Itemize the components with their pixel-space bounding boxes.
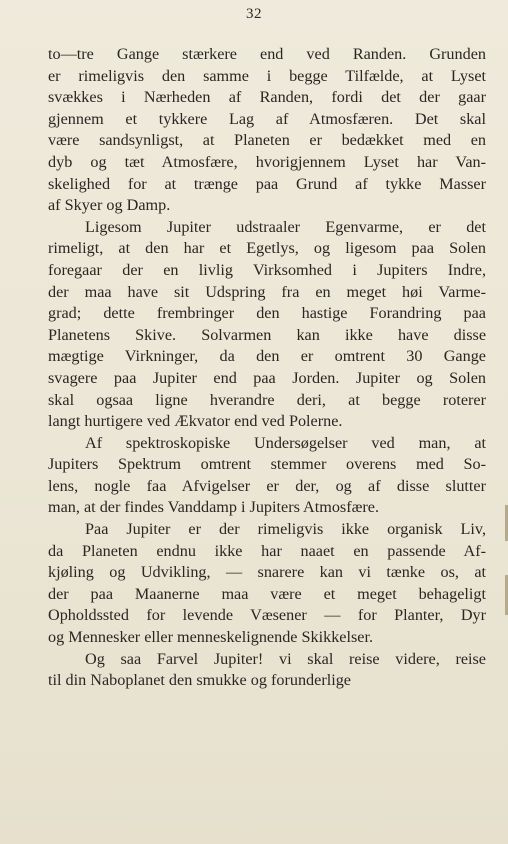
text-line: man, at der findes Vanddamp i Jupiters Atmosfære.: [48, 498, 380, 517]
text-line: Ligesom Jupiter udstraaler Egenvarme, er det: [85, 217, 486, 236]
text-line: foregaar der en livlig Virksomhed i Jupiters Indre,: [48, 260, 486, 279]
text-line: skelighed for at trænge paa Grund af tykke Masser: [48, 174, 486, 193]
text-line: langt hurtigere ved Ækvator end ved Polerne.: [48, 412, 343, 431]
text-line: to—tre Gange stærkere end ved Randen. Grunden: [48, 45, 486, 63]
text-line: skal ogsaa ligne hverandre deri, at begge roterer: [48, 390, 486, 409]
text-line: Opholdssted for levende Væsener — for Planter, Dyr: [48, 606, 486, 625]
text-line: svækkes i Nærheden af Randen, fordi det der gaar: [48, 88, 486, 107]
text-line: rimeligt, at den har et Egetlys, og ligesom paa Solen: [48, 239, 486, 258]
text-line: grad; dette frembringer den hastige Forandring paa: [48, 304, 486, 323]
text-line: til din Naboplanet den smukke og forunderlige: [48, 671, 351, 690]
text-line: da Planeten endnu ikke har naaet en passende Af-: [48, 541, 486, 560]
text-line: og Mennesker eller menneskelignende Skikkelser.: [48, 628, 374, 647]
text-line: gjennem et tykkere Lag af Atmosfæren. Det skal: [48, 109, 486, 128]
text-line: Jupiters Spektrum omtrent stemmer overens med So-: [48, 455, 486, 474]
text-line: dyb og tæt Atmosfære, hvorigjennem Lyset har Van-: [48, 152, 486, 171]
text-line: Og saa Farvel Jupiter! vi skal reise videre, reise: [85, 649, 486, 668]
text-line: svagere paa Jupiter end paa Jorden. Jupiter og Solen: [48, 368, 486, 387]
text-line: lens, nogle faa Afvigelser er der, og af disse slutter: [48, 476, 486, 495]
text-line: Paa Jupiter er der rimeligvis ikke organisk Liv,: [85, 520, 486, 539]
text-line: der paa Maanerne maa være et meget behageligt: [48, 584, 486, 603]
text-line: Planetens Skive. Solvarmen kan ikke have disse: [48, 325, 486, 344]
text-line: være sandsynligst, at Planeten er bedækket med en: [48, 131, 486, 150]
text-line: af Skyer og Damp.: [48, 196, 171, 215]
body-text: [48, 44, 486, 692]
text-line: mægtige Virkninger, da den er omtrent 30 Gange: [48, 347, 486, 366]
text-line: der maa have sit Udspring fra en meget høi Varme-: [48, 282, 486, 301]
page-number: 32: [246, 6, 262, 22]
text-line: kjøling og Udvikling, — snarere kan vi tænke os, at: [48, 563, 486, 582]
text-line: er rimeligvis den samme i begge Tilfælde, at Lyset: [48, 66, 486, 85]
text-line: Af spektroskopiske Undersøgelser ved man, at: [85, 433, 486, 452]
